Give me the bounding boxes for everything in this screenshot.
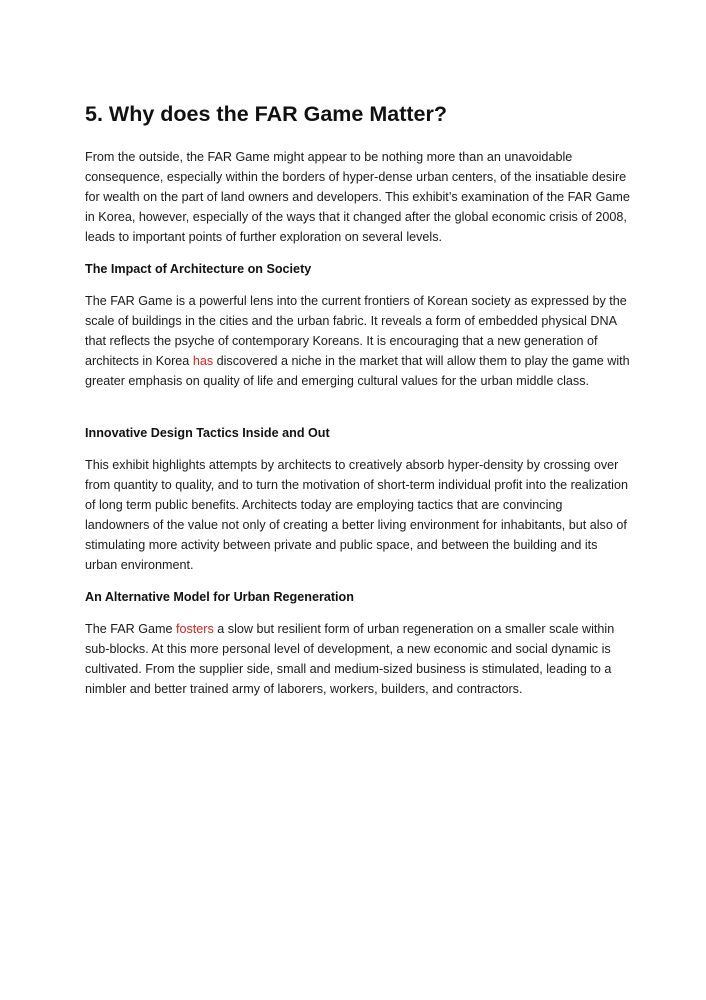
paragraph-text: The FAR Game is a powerful lens into the current frontiers of Korean society as expressed by the scale of buildings in the cities and the urban fabric. It reveals a form of embedded physical DNA that reflects the psyche of contemporary Koreans. It is encouraging that a new generation of architects in Korea (85, 294, 627, 368)
section-paragraph-urban-regeneration (85, 619, 630, 699)
paragraph-text: a slow but resilient form of urban regeneration on a smaller scale within sub-blocks. At this more personal level of development, a new economic and social dynamic is cultivated. From the supplier side, small and medium-sized business is stimulated, leading to a nimbler and better trained army of laborers, workers, builders, and contractors. (85, 622, 615, 696)
intro-paragraph: From the outside, the FAR Game might appear to be nothing more than an unavoidable consequence, especially within the borders of hyper-dense urban centers, of the insatiable desire for wealth on the part of land owners and developers. This exhibit’s examination of the FAR Game in Korea, however, especially of the ways that it changed after the global economic crisis of 2008, leads to important points of further exploration on several levels. (85, 150, 630, 244)
section-paragraph-design-tactics: This exhibit highlights attempts by architects to creatively absorb hyper-density by crossing over from quantity to quality, and to turn the motivation of short-term individual profit into the realization of long term public benefits. Architects today are employing tactics that are convincing landowners of the value not only of creating a better living environment for inhabitants, but also of stimulating more activity between private and public space, and between the building and its urban environment. (85, 458, 628, 572)
section-heading-impact: The Impact of Architecture on Society (85, 262, 312, 276)
section-paragraph-impact (85, 291, 630, 391)
page-title: 5. Why does the FAR Game Matter? (85, 102, 447, 126)
highlighted-word: fosters (176, 622, 214, 636)
highlighted-word: has (192, 354, 214, 368)
section-heading-urban-regeneration: An Alternative Model for Urban Regeneration (85, 590, 354, 604)
section-heading-design-tactics: Innovative Design Tactics Inside and Out (85, 426, 330, 440)
paragraph-text: discovered a niche in the market that will allow them to play the game with greater emphasis on quality of life and emerging cultural values for the urban middle class. (85, 354, 630, 388)
paragraph-text: The FAR Game (85, 622, 176, 636)
